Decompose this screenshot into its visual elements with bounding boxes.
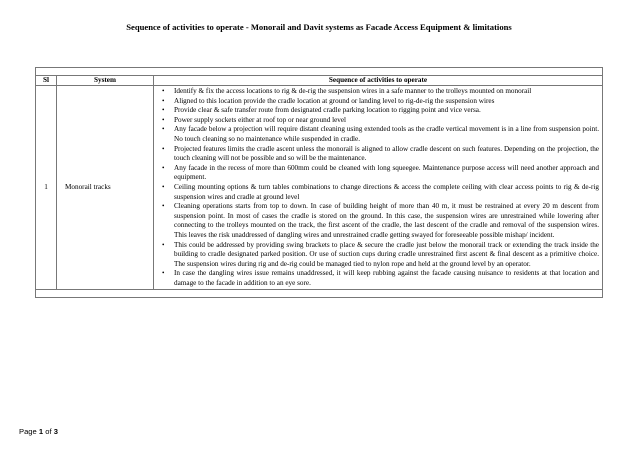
sequence-item (162, 269, 599, 288)
sequence-item-text: In case the dangling wires issue remains unaddressed, it will keep rubbing against the facade causing nuisance to residents at that location and damage to the facade in addition to an eye sore. (174, 269, 599, 287)
sequence-item-text: Cleaning operations starts from top to down. In case of building height of more than 40 m, it must be restrained at every 20 m descent from suspension point. In most of cases the cradle is stored on the ground. In this case, the suspension wires are unrestrained while lowering after connecting to the trolleys mounted on the track, the first ascent of the cradle, the last descent of the cradle and removal of the suspension wires. This leaves the risk unaddressed of dangling wires and unrestrained cradle getting swayed for foreseeable possible mishap/ incident. (174, 202, 599, 239)
bullet-icon: • (162, 87, 165, 95)
table-bottom-spacer (36, 290, 603, 298)
sequence-item-text: Provide clear & safe transfer route from designated cradle parking location to rigging point and vice versa. (174, 106, 481, 115)
bullet-icon: • (162, 115, 165, 124)
bullet-icon: • (162, 125, 165, 134)
sequence-item (162, 202, 599, 240)
header-system: System (57, 76, 154, 86)
row-system: Monorail tracks (57, 86, 154, 290)
header-sl: Sl (36, 76, 57, 86)
sequence-item-text: Any facade below a projection will require distant cleaning using extended tools as the cradle vertical movement is in a line from suspension point. No touch cleaning so no maintenance while suspended in cradle. (174, 125, 599, 143)
table-header-row (36, 76, 603, 86)
document-title: Sequence of activities to operate - Monorail and Davit systems as Facade Access Equipment & limitations (126, 22, 512, 32)
sequence-item (162, 115, 599, 126)
sequence-item (162, 163, 599, 183)
sequence-item-text: Power supply sockets either at roof top or near ground level (174, 115, 347, 124)
row-sequence-cell (154, 86, 603, 290)
sequence-item (162, 96, 599, 107)
footer-page-total: 3 (53, 427, 58, 436)
sequence-item (162, 182, 599, 202)
footer-of-label: of (45, 427, 52, 436)
bullet-icon: • (162, 106, 165, 115)
bullet-icon: • (162, 240, 165, 249)
sequence-item-text: This could be addressed by providing swing brackets to place & secure the cradle just below the monorail track or extending the track inside the building to cradle designated parked position. Or use of suction cups during cradle unrestrained first ascent & final descent as a primitive choice. The suspension wires during rig and de-rig could be managed tied to nylon rope and held at the ground level by an operator. (174, 240, 599, 268)
table-top-spacer (36, 68, 603, 76)
footer-page-number: 1 (38, 427, 44, 436)
sequence-item (162, 87, 599, 97)
sequence-item-text: Any facade in the recess of more than 600mm could be cleaned with long squeegee. Maintenance purpose access will need another approach and equipment. (174, 163, 599, 182)
sequence-list (154, 87, 599, 288)
sequence-item-text: Projected features limits the cradle ascent unless the monorail is aligned to allow cradle descent on such features. Depending on the projection, the touch cleaning will not be possible and so will be the maintenance. (174, 144, 599, 163)
sequence-item (162, 240, 599, 270)
sequence-item (162, 106, 599, 116)
bullet-icon: • (162, 202, 165, 211)
sequence-item-text: Identify & fix the access locations to rig & de-rig the suspension wires in a safe manner to the trolleys mounted on monorail (174, 87, 532, 95)
header-sequence: Sequence of activities to operate (154, 76, 603, 86)
sequence-item-text: Ceiling mounting options & turn tables combinations to change directions & access the complete ceiling with clear access points to rig & de-rig suspension wires and cradle at ground level (174, 182, 599, 201)
sequence-item (162, 144, 599, 164)
footer-page-label: Page (19, 427, 37, 436)
sequence-item (162, 125, 599, 144)
activities-table (35, 67, 603, 298)
table-row (36, 86, 603, 290)
bullet-icon: • (162, 144, 165, 153)
bullet-icon: • (162, 269, 165, 278)
page-footer (19, 427, 58, 436)
bullet-icon: • (162, 182, 165, 191)
sequence-item-text: Aligned to this location provide the cradle location at ground or landing level to rig-de-rig the suspension wires (174, 96, 495, 105)
row-sl: 1 (36, 86, 57, 290)
bullet-icon: • (162, 96, 165, 105)
bullet-icon: • (162, 163, 165, 172)
